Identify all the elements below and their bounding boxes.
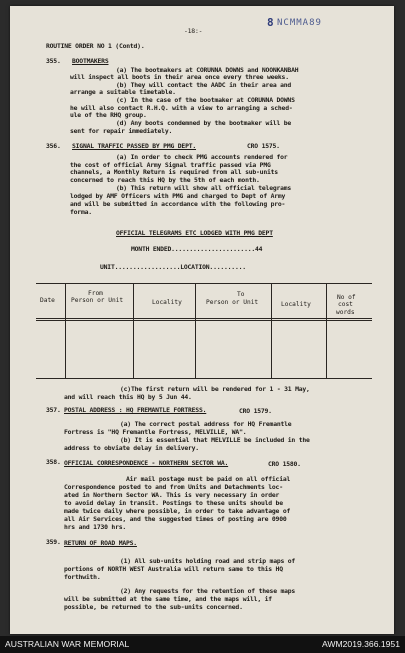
section-357-line: (b) It is essential that MELVILLE be included in the xyxy=(120,436,310,444)
stamp-number: 8 xyxy=(267,16,274,29)
table-header-rule xyxy=(36,318,372,319)
section-357-line: Fortress is "HQ Fremantle Fortress, MELVILLE, WA". xyxy=(64,428,247,436)
section-355-line: arrange a suitable timetable. xyxy=(70,88,176,96)
section-355-line: (b) They will contact the AADC in their area and xyxy=(116,81,292,89)
table-column-divider xyxy=(133,284,134,378)
section-356-line: and will be submitted in accordance with the following pro- xyxy=(70,200,286,208)
table-top-rule xyxy=(36,283,372,284)
section-359-title: RETURN OF ROAD MAPS. xyxy=(64,539,137,547)
footer-institution: AUSTRALIAN WAR MEMORIAL xyxy=(5,639,130,649)
section-356-line: (a) In order to check PMG accounts rendered for xyxy=(116,153,288,161)
col-date: Date xyxy=(40,297,55,304)
section-356-line: channels, a Monthly Return is required from all sub-units xyxy=(70,168,278,176)
section-359-line: (2) Any requests for the retention of these maps xyxy=(120,587,296,595)
col-to-person: Person or Unit xyxy=(206,299,259,306)
section-358-number: 358. xyxy=(46,458,61,466)
col-to-locality: Locality xyxy=(281,301,311,308)
section-359-line: will be submitted at the same time, and the maps will, if xyxy=(64,595,272,603)
section-358-line: to avoid delay in transit. Postings to these units should be xyxy=(64,499,283,507)
col-words-bottom: words xyxy=(336,309,355,316)
table-column-divider xyxy=(271,284,272,378)
section-358-line: hrs and 1730 hrs. xyxy=(64,523,127,531)
table-column-divider xyxy=(65,284,66,378)
section-358-line: ated in Northern Sector WA. This is very necessary in order xyxy=(64,491,280,499)
section-356-title: SIGNAL TRAFFIC PASSED BY PMG DEPT. xyxy=(72,142,197,150)
section-358-title: OFFICIAL CORRESPONDENCE - NORTHERN SECTOR WA. xyxy=(64,459,229,467)
col-from-locality: Locality xyxy=(152,299,182,306)
archive-stamp xyxy=(257,15,379,32)
section-355-number: 355. xyxy=(46,57,61,65)
section-356-line: (b) This return will show all official telegrams xyxy=(116,184,292,192)
table-bottom-rule xyxy=(36,378,372,379)
footer-accession-number: AWM2019.366.1951 xyxy=(321,639,400,649)
section-357-line: address to obviate delay in delivery. xyxy=(64,444,199,452)
order-heading: ROUTINE ORDER NO 1 (Contd). xyxy=(46,42,145,50)
section-356-line: the cost of official Army Signal traffic passed via PMG xyxy=(70,161,271,169)
section-355-line: ule of the RHQ group. xyxy=(70,111,147,119)
section-358-line: Correspondence posted to and from Units and Detachments loc- xyxy=(64,483,283,491)
section-359-number: 359. xyxy=(46,538,61,546)
col-from-label: From xyxy=(88,290,103,297)
section-359-line: possible, be returned to the sub-units concerned. xyxy=(64,603,243,611)
section-355-line: sent for repair immediately. xyxy=(70,127,173,135)
section-356-line: and will reach this HQ by 5 Jun 44. xyxy=(64,393,192,401)
section-355-title: BOOTMAKERS xyxy=(72,57,109,65)
section-358-line: made twice daily where possible, in order to take advantage of xyxy=(64,507,291,515)
section-359-line: forthwith. xyxy=(64,573,101,581)
section-356-line: concerned to reach this HQ by the 5th of each month. xyxy=(70,176,260,184)
section-356-line: lodged by AMF Officers with PMG and charged to Dept of Army xyxy=(70,192,286,200)
section-355-line: he will also contact R.H.Q. with a view to arranging a sched- xyxy=(70,104,293,112)
section-355-line: (a) The bootmakers at CORUNNA DOWNS and NOONKANBAH xyxy=(116,66,299,74)
section-359-line: portions of NORTH WEST Australia will return same to this HQ xyxy=(64,565,283,573)
section-356-line: (c)The first return will be rendered for 1 - 31 May, xyxy=(120,385,310,393)
col-words-label: No of xyxy=(337,294,356,301)
table-column-divider xyxy=(195,284,196,378)
section-358-line: all Air Services, and the suggested times of posting are 0900 xyxy=(64,515,287,523)
col-cost-label: cost xyxy=(338,301,353,308)
table-column-divider xyxy=(326,284,327,378)
col-from-person: Person or Unit xyxy=(71,297,124,304)
section-357-ref: CRO 1579. xyxy=(239,407,272,415)
section-357-line: (a) The correct postal address for HQ Fremantle xyxy=(120,420,292,428)
section-357-title: POSTAL ADDRESS : HQ FREMANTLE FORTRESS. xyxy=(64,406,207,414)
proforma-title: OFFICIAL TELEGRAMS ETC LODGED WITH PMG DEPT xyxy=(116,229,273,237)
section-356-line: forma. xyxy=(70,208,92,216)
section-357-number: 357. xyxy=(46,406,61,414)
stamp-text: NCMMA89 xyxy=(277,18,322,28)
proforma-month-line: MONTH ENDED.......................44 xyxy=(131,245,263,253)
col-to-label: To xyxy=(237,291,245,298)
document-page xyxy=(10,6,394,634)
archive-footer xyxy=(0,636,405,653)
page-number: -18:- xyxy=(184,27,203,35)
section-356-number: 356. xyxy=(46,142,61,150)
proforma-unit-line: UNIT..................LOCATION.......... xyxy=(100,263,246,271)
table-header-rule-double xyxy=(36,320,372,321)
section-355-line: (d) Any boots condemned by the bootmaker will be xyxy=(116,119,292,127)
section-358-line: Air mail postage must be paid on all official xyxy=(126,475,291,483)
section-355-line: will inspect all boots in their area once every three weeks. xyxy=(70,73,289,81)
section-355-line: (c) In the case of the bootmaker at CORUNNA DOWNS xyxy=(116,96,295,104)
section-356-ref: CRO 1575. xyxy=(247,142,280,150)
section-359-line: (1) All sub-units holding road and strip maps of xyxy=(120,557,296,565)
section-358-ref: CRO 1580. xyxy=(268,460,301,468)
